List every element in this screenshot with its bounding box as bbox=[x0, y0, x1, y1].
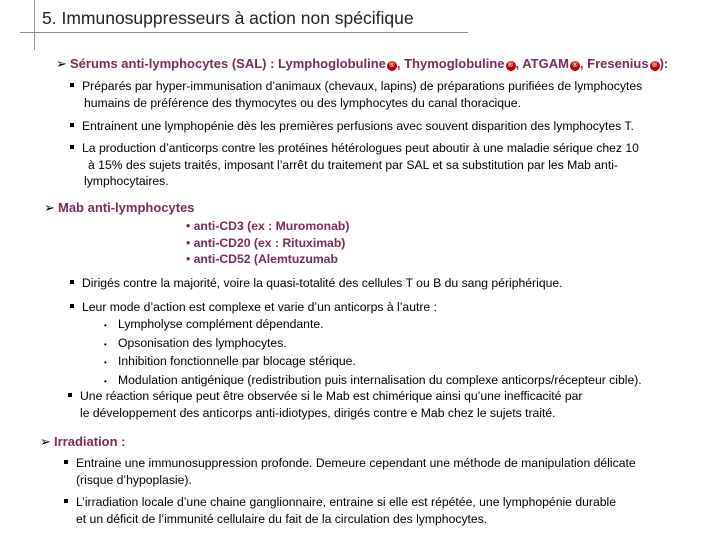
registered-icon: ® bbox=[570, 61, 580, 71]
square-bullet-icon bbox=[70, 123, 74, 127]
mab-bullet-3 bbox=[68, 388, 582, 421]
square-bullet-icon bbox=[68, 393, 72, 397]
dot-bullet-icon: • bbox=[104, 321, 107, 330]
title-bar bbox=[0, 0, 720, 40]
square-bullet-icon bbox=[64, 460, 68, 464]
sal-bullet-3-line-3: lymphocytaires. bbox=[84, 174, 169, 188]
sal-bullet-2-line-1: Entrainent une lymphopénie dès les premières perfusions avec souvent disparition des lymphocytes T. bbox=[82, 119, 634, 133]
irradiation-bullet-2 bbox=[64, 494, 616, 527]
mab-type-item: • anti-CD52 (Alemtuzumab bbox=[186, 252, 338, 266]
mab-mode-item bbox=[104, 353, 642, 372]
registered-icon: ® bbox=[387, 61, 397, 71]
mab-bullet-3-line-2: le développement des anticorps anti-idiotypes, dirigés contre e Mab chez le sujets traité. bbox=[80, 405, 556, 420]
arrow-bullet-icon: ➢ bbox=[56, 56, 67, 71]
mab-type-item: • anti-CD20 (ex : Rituximab) bbox=[186, 235, 346, 250]
mab-type-item: • anti-CD3 (ex : Muromonab) bbox=[186, 219, 350, 233]
mab-bullet-3-line-1: Une réaction sérique peut être observée si le Mab est chimérique ainsi qu’une inefficacité par bbox=[80, 389, 583, 403]
square-bullet-icon bbox=[70, 304, 74, 308]
mab-bullet-1-text: Dirigés contre la majorité, voire la quasi-totalité des cellules T ou B du sang périphérique. bbox=[82, 276, 563, 290]
sal-heading-suffix: ): bbox=[659, 56, 669, 71]
mab-heading bbox=[44, 200, 195, 216]
sal-bullet-1 bbox=[70, 78, 642, 111]
mab-bullet-1 bbox=[70, 275, 563, 292]
title-vertical-rule bbox=[34, 0, 35, 50]
mab-mode-text: Opsonisation des lymphocytes. bbox=[118, 335, 287, 350]
dot-bullet-icon: • bbox=[104, 358, 107, 367]
registered-icon: ® bbox=[650, 61, 660, 71]
mab-mode-item bbox=[104, 335, 642, 354]
mab-types-list bbox=[186, 218, 349, 268]
page-title: 5. Immunosuppresseurs à action non spécifique bbox=[42, 8, 414, 28]
sal-bullet-1-line-1: Préparés par hyper-immunisation d’animaux (chevaux, lapins) de préparations purifiées de lymphocytes bbox=[82, 79, 643, 93]
sal-bullet-2 bbox=[70, 118, 634, 135]
mab-mode-item bbox=[104, 316, 642, 335]
irradiation-bullet-2-line-1: L’irradiation locale d’une chaine ganglionnaire, entraine si elle est répétée, une lymphopénie durable bbox=[76, 495, 617, 509]
irradiation-bullet-2-line-2: et un déficit de l’immunité cellulaire du fait de la circulation des lymphocytes. bbox=[76, 511, 488, 526]
arrow-bullet-icon: ➢ bbox=[44, 200, 55, 215]
mab-heading-text: Mab anti-lymphocytes bbox=[58, 200, 195, 215]
mab-mode-text: Inhibition fonctionnelle par blocage stérique. bbox=[118, 354, 356, 368]
mab-bullet-2-text: Leur mode d’action est complexe et varie d’un anticorps à l’autre : bbox=[82, 300, 437, 314]
sal-bullet-3 bbox=[70, 140, 639, 190]
irradiation-heading-text: Irradiation : bbox=[54, 434, 126, 449]
mab-mode-text: Lympholyse complément dépendante. bbox=[118, 317, 324, 331]
sal-bullet-3-line-2: à 15% des sujets traités, imposant l’arrêt du traitement par SAL et sa substitution par les Mab anti- bbox=[88, 157, 618, 172]
registered-icon: ® bbox=[506, 61, 516, 71]
irradiation-bullet-1-line-2: (risque d’hypoplasie). bbox=[76, 472, 192, 487]
dot-bullet-icon: • bbox=[104, 339, 107, 349]
sal-heading bbox=[56, 56, 668, 72]
irradiation-heading bbox=[40, 434, 126, 450]
sal-bullet-3-line-1: La production d’anticorps contre les protéines hétérologues peut aboutir à une maladie sérique chez 10 bbox=[82, 141, 639, 155]
square-bullet-icon bbox=[70, 145, 74, 149]
square-bullet-icon bbox=[70, 83, 74, 87]
square-bullet-icon bbox=[64, 499, 68, 503]
sal-heading-text: Sérums anti-lymphocytes (SAL) : Lymphoglobuline bbox=[70, 56, 386, 71]
arrow-bullet-icon: ➢ bbox=[40, 434, 51, 449]
sal-heading-sep1: , Thymoglobuline bbox=[396, 56, 505, 71]
mab-mode-text: Modulation antigénique (redistribution puis internalisation du complexe anticorps/récepteur cible). bbox=[118, 372, 642, 387]
irradiation-bullet-1 bbox=[64, 455, 636, 488]
irradiation-bullet-1-line-1: Entraine une immunosuppression profonde. Demeure cependant une méthode de manipulation délicate bbox=[76, 456, 636, 470]
square-bullet-icon bbox=[70, 280, 74, 284]
mab-bullet-2 bbox=[70, 299, 437, 316]
sal-heading-sep2: , ATGAM bbox=[515, 56, 569, 71]
dot-bullet-icon: • bbox=[104, 376, 107, 386]
title-horizontal-rule bbox=[20, 32, 468, 33]
sal-bullet-1-line-2: humains de préférence des thymocytes ou des lymphocytes du canal thoracique. bbox=[84, 95, 521, 110]
mab-modes-list bbox=[104, 316, 642, 390]
sal-heading-sep3: , Fresenius bbox=[579, 56, 649, 71]
